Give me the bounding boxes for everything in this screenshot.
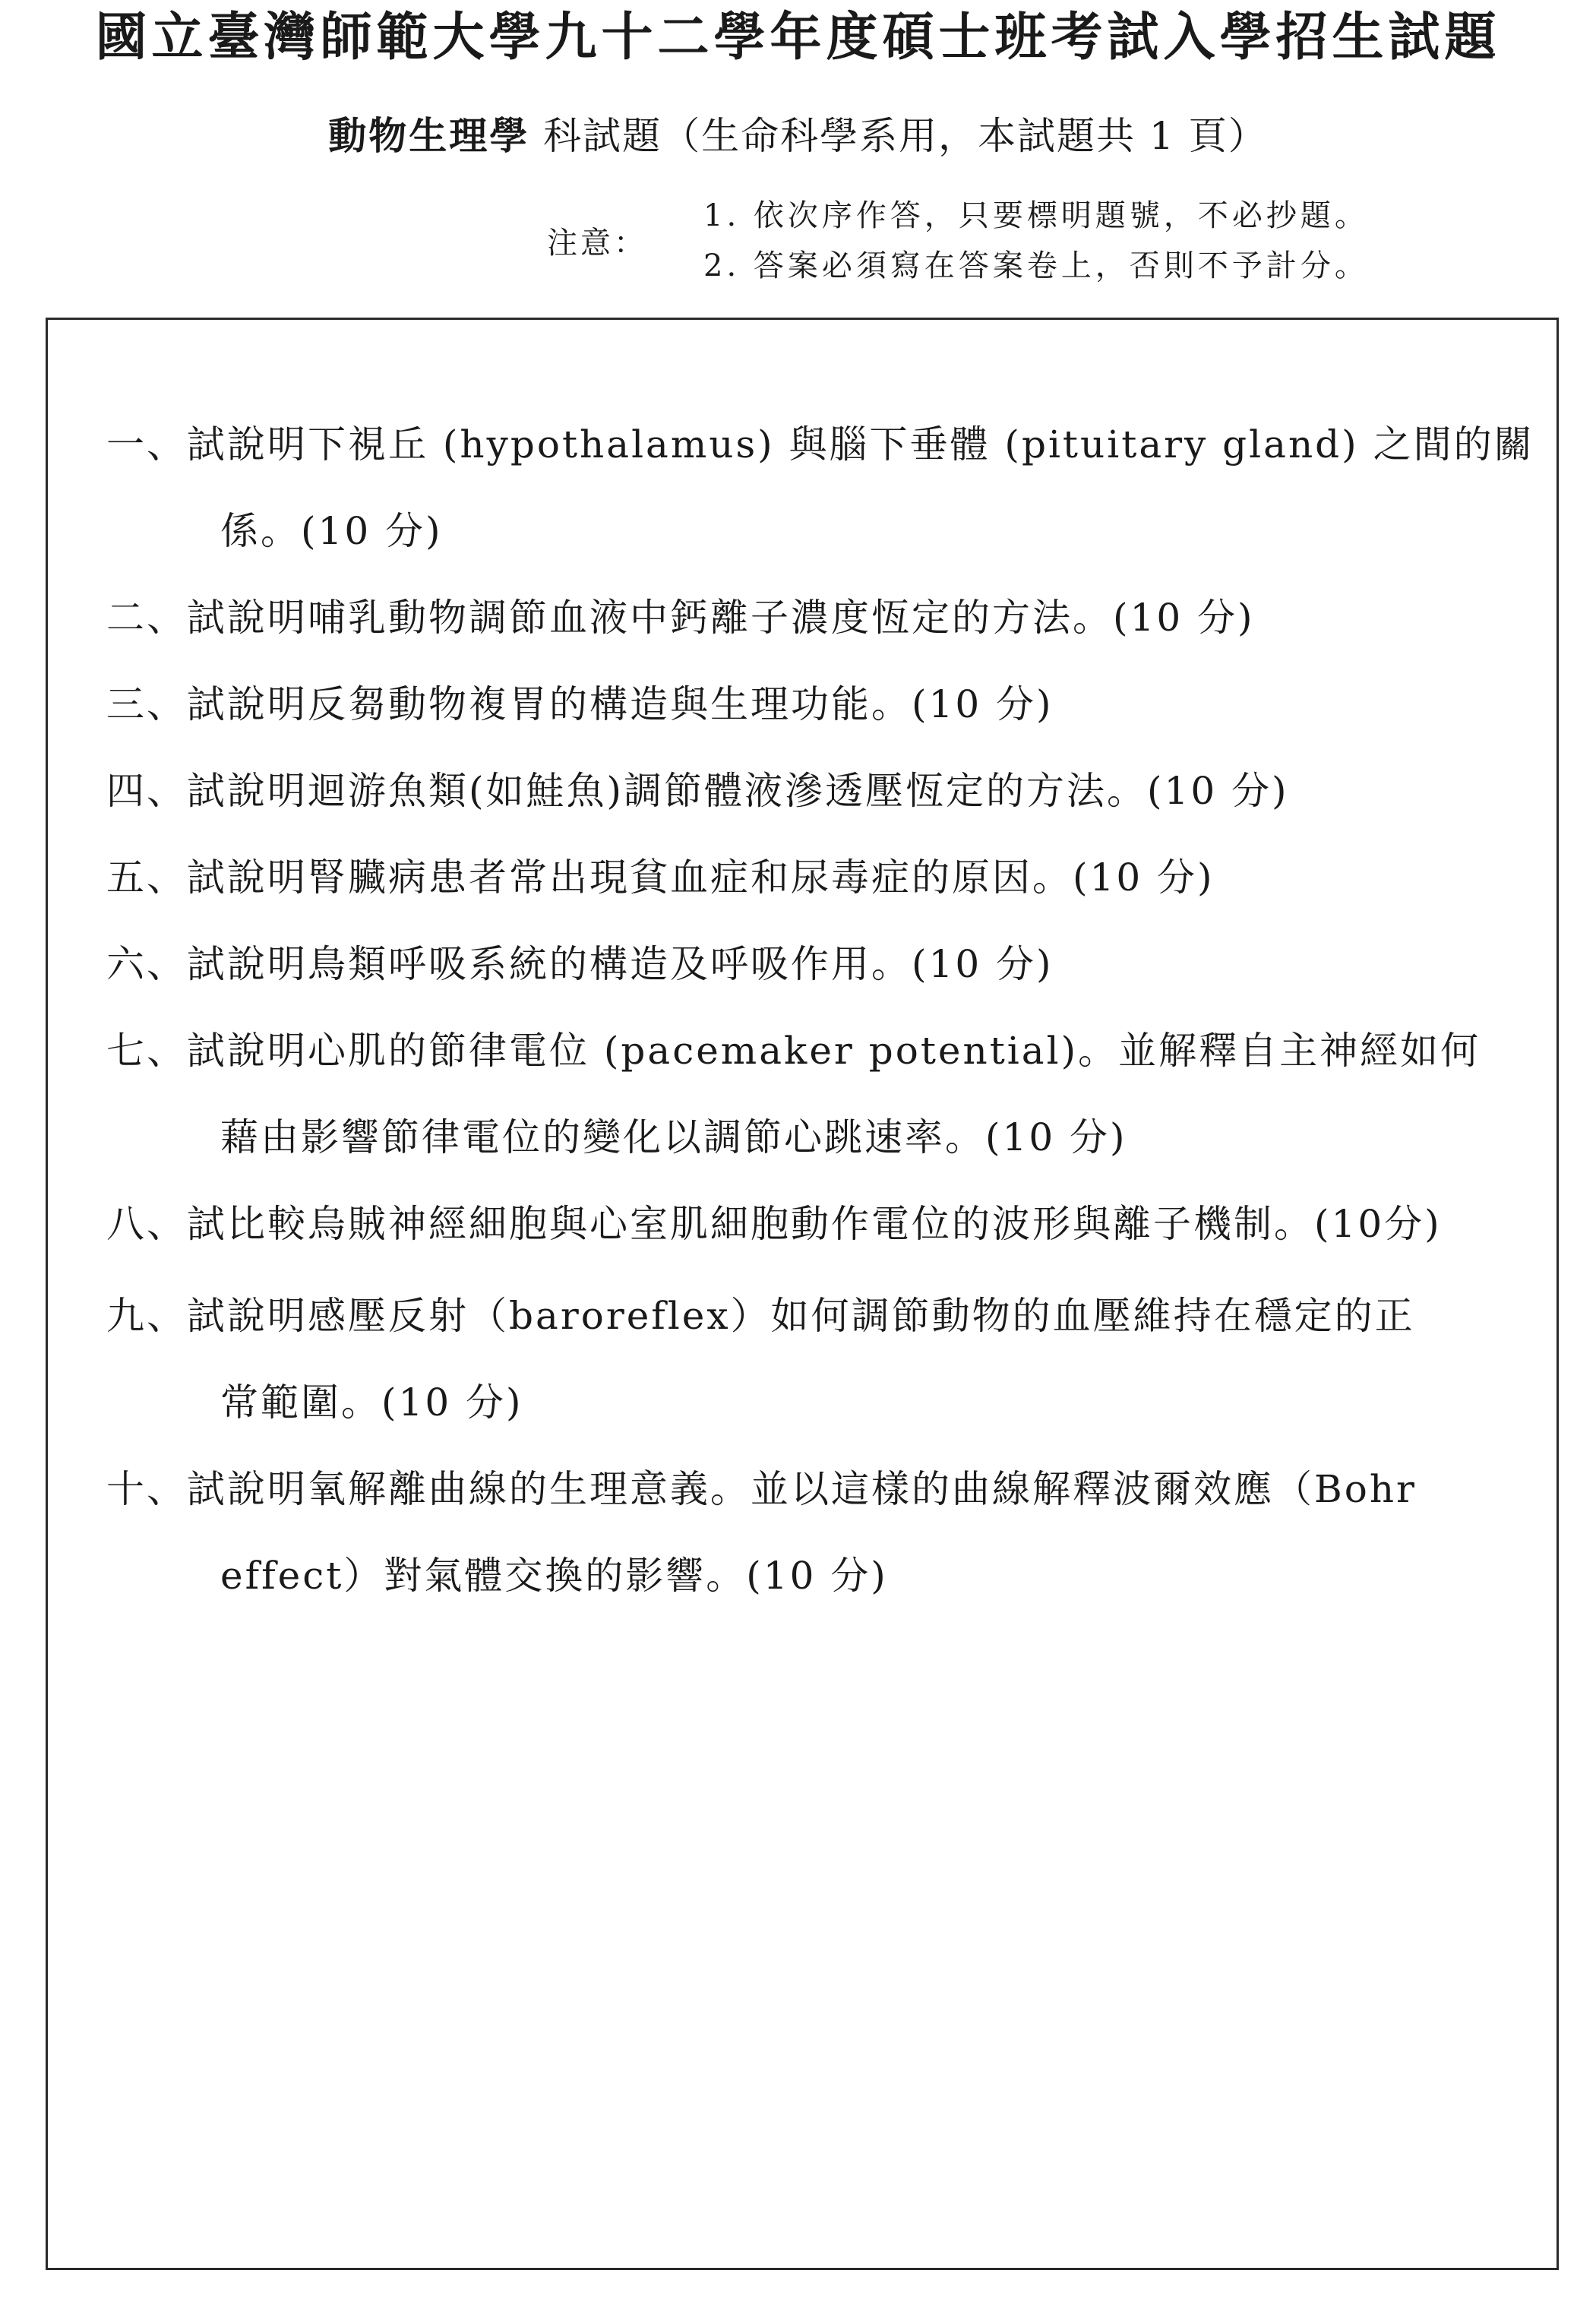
question-10-line-2: effect）對氣體交換的影響。(10 分) (220, 1554, 888, 1598)
question-1-line-2: 係。(10 分) (220, 509, 443, 553)
question-6: 六、試說明鳥類呼吸系統的構造及呼吸作用。(10 分) (106, 942, 1054, 986)
question-8: 八、試比較烏賊神經細胞與心室肌細胞動作電位的波形與離子機制。(10分) (106, 1202, 1442, 1246)
exam-subtitle (0, 109, 1596, 163)
question-3: 三、試說明反芻動物複胃的構造與生理功能。(10 分) (106, 682, 1054, 726)
question-2: 二、試說明哺乳動物調節血液中鈣離子濃度恆定的方法。(10 分) (106, 596, 1255, 640)
exam-title: 國立臺灣師範大學九十二學年度碩士班考試入學招生試題 (95, 7, 1501, 68)
question-7-line-2: 藉由影響節律電位的變化以調節心跳速率。(10 分) (220, 1115, 1127, 1159)
question-10-line-1: 十、試說明氧解離曲線的生理意義。並以這樣的曲線解釋波爾效應（Bohr (106, 1467, 1417, 1511)
notice-item-1: 1. 依次序作答，只要標明題號，不必抄題。 (703, 198, 1369, 233)
notice-label: 注意： (547, 226, 647, 261)
subject-name: 動物生理學 (328, 113, 530, 158)
question-9-line-2: 常範圍。(10 分) (220, 1380, 523, 1425)
question-7-line-1: 七、試說明心肌的節律電位 (pacemaker potential)。並解釋自主神經如何 (106, 1029, 1481, 1073)
question-4: 四、試說明迴游魚類(如鮭魚)調節體液滲透壓恆定的方法。(10 分) (106, 769, 1289, 813)
question-5: 五、試說明腎臟病患者常出現貧血症和尿毒症的原因。(10 分) (106, 855, 1215, 900)
notice-item-2: 2. 答案必須寫在答案卷上，否則不予計分。 (703, 248, 1369, 283)
subtitle-detail: 科試題（生命科學系用，本試題共 1 頁） (529, 114, 1268, 158)
question-9-line-1: 九、試說明感壓反射（baroreflex）如何調節動物的血壓維持在穩定的正 (106, 1294, 1415, 1338)
question-1-line-1: 一、試說明下視丘 (hypothalamus) 與腦下垂體 (pituitary gland) 之間的關 (106, 422, 1534, 466)
